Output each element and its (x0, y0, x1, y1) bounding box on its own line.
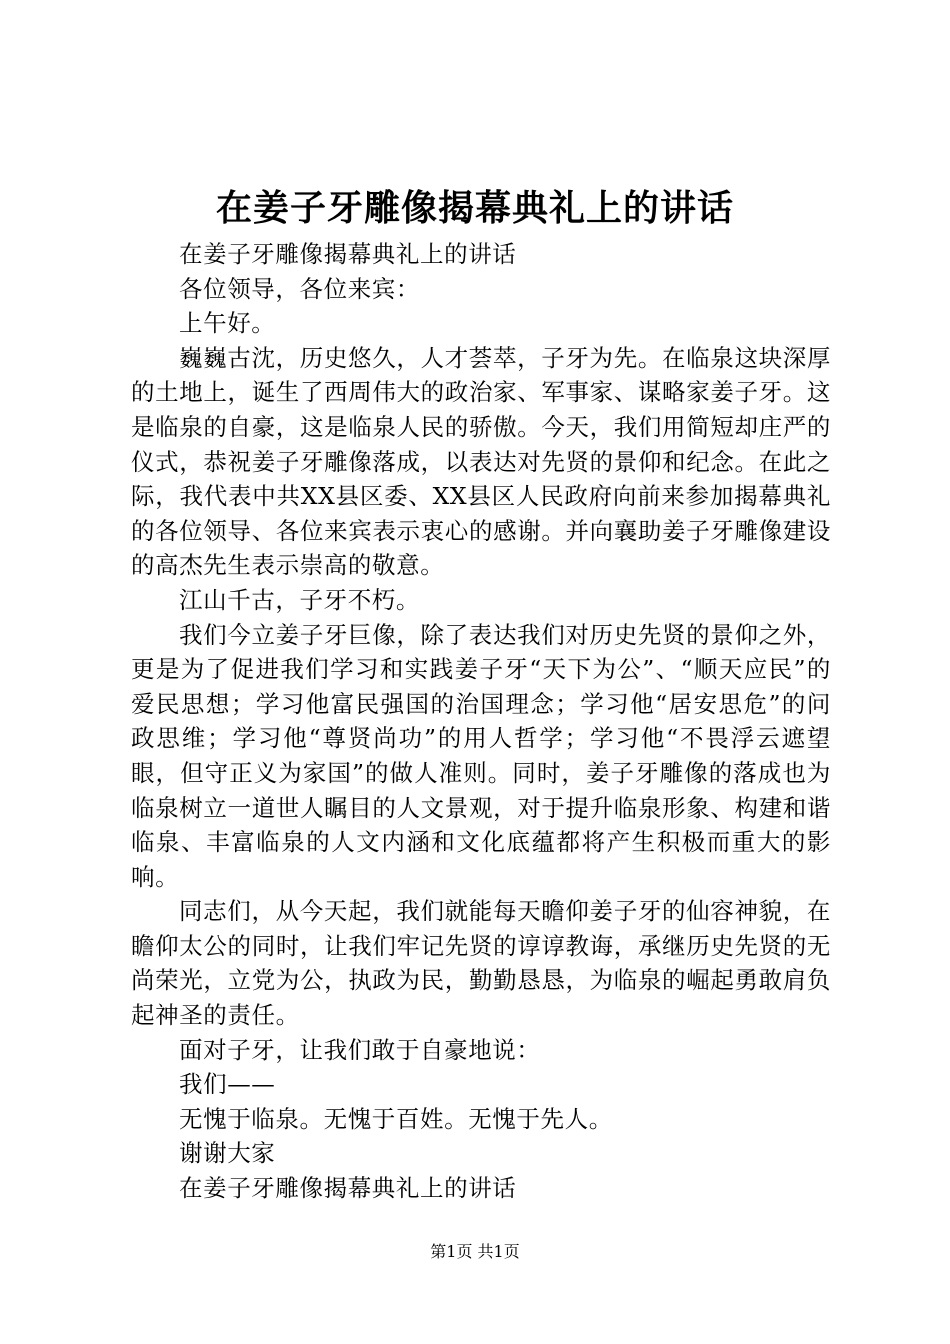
paragraph: 巍巍古沈，历史悠久，人才荟萃，子牙为先。在临泉这块深厚的土地上，诞生了西周伟大的政治家、军事家、谋略家姜子牙。这是临泉的自豪，这是临泉人民的骄傲。今天，我们用简短却庄严的仪式，恭祝姜子牙雕像落成，以表达对先贤的景仰和纪念。在此之际，我代表中共XX县区委、XX县区人民政府向前来参加揭幕典礼的各位领导、各位来宾表示衷心的感谢。并向襄助姜子牙雕像建设的高杰先生表示崇高的敬意。 (131, 343, 831, 580)
paragraph: 无愧于临泉。无愧于百姓。无愧于先人。 (179, 1104, 613, 1133)
paragraph-closing: 谢谢大家 (179, 1139, 276, 1168)
paragraph-subtitle: 在姜子牙雕像揭幕典礼上的讲话 (179, 240, 517, 268)
paragraph-end-title: 在姜子牙雕像揭幕典礼上的讲话 (179, 1174, 517, 1203)
paragraph: 面对子牙，让我们敢于自豪地说： (179, 1035, 541, 1064)
paragraph: 江山千古，子牙不朽。 (179, 585, 420, 614)
paragraph: 同志们，从今天起，我们就能每天瞻仰姜子牙的仙容神貌，在瞻仰太公的同时，让我们牢记先贤的谆谆教诲，承继历史先贤的无尚荣光，立党为公，执政为民，勤勤恳恳，为临泉的崛起勇敢肩负起神圣的责任。 (131, 897, 831, 1030)
paragraph-salutation: 各位领导，各位来宾： (179, 274, 420, 303)
page-footer: 第1页 共1页 (430, 1242, 520, 1261)
document-body (131, 237, 831, 1206)
paragraph: 我们今立姜子牙巨像，除了表达我们对历史先贤的景仰之外，更是为了促进我们学习和实践姜子牙“天下为公”、“顺天应民”的爱民思想；学习他富民强国的治国理念；学习他“居安思危”的问政思维；学习他“尊贤尚功”的用人哲学；学习他“不畏浮云遮望眼，但守正义为家国”的做人准则。同时，姜子牙雕像的落成也为临泉树立一道世人瞩目的人文景观，对于提升临泉形象、构建和谐临泉、丰富临泉的人文内涵和文化底蕴都将产生积极而重大的影响。 (131, 620, 831, 891)
page-title: 在姜子牙雕像揭幕典礼上的讲话 (215, 187, 734, 229)
paragraph: 我们—— (179, 1070, 276, 1099)
paragraph-greeting: 上午好。 (179, 309, 276, 338)
